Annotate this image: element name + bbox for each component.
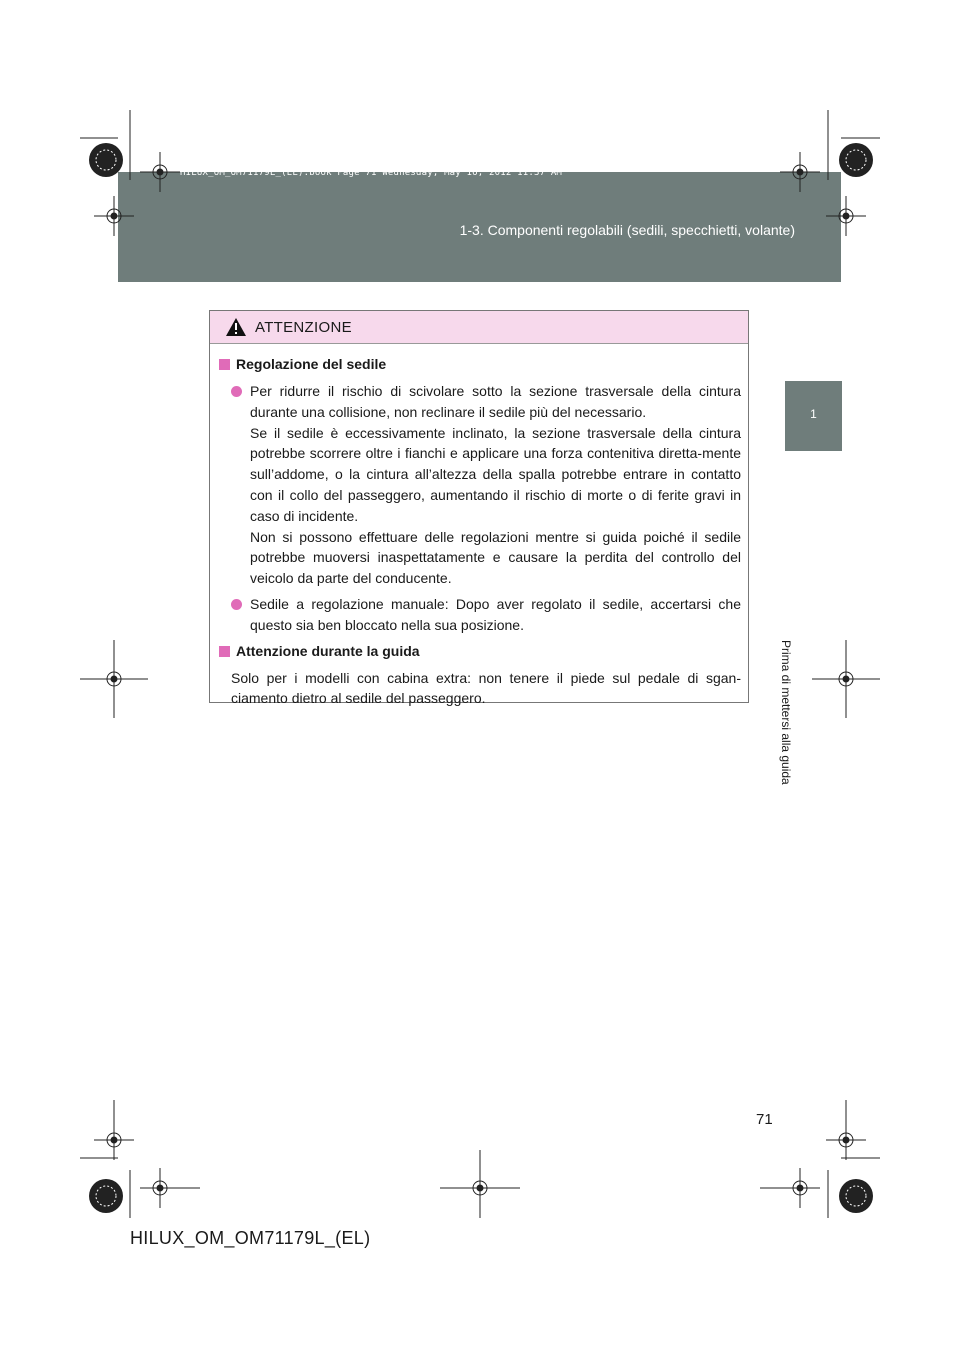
chapter-tab — [785, 381, 842, 451]
crosshair-icon — [440, 1150, 520, 1218]
crosshair-icon — [826, 1100, 866, 1160]
crosshair-icon — [80, 640, 148, 718]
starburst-icon — [839, 1179, 873, 1213]
round-bullet-icon — [231, 386, 242, 397]
round-bullet-icon — [231, 599, 242, 610]
section-heading-text: Attenzione durante la guida — [236, 642, 420, 659]
section-heading — [219, 354, 741, 375]
list-item — [231, 594, 741, 636]
section-heading-text: Regolazione del sedile — [236, 356, 387, 372]
document-code: HILUX_OM_OM71179L_(EL) — [130, 1228, 371, 1248]
crosshair-icon — [760, 1168, 820, 1208]
warning-triangle-icon — [225, 317, 247, 337]
square-bullet-icon — [219, 646, 230, 657]
warning-box — [209, 310, 749, 707]
starburst-icon — [89, 1179, 123, 1213]
section-heading — [219, 641, 741, 662]
starburst-icon — [839, 143, 873, 177]
chapter-label: Prima di mettersi alla guida — [779, 640, 793, 785]
crosshair-icon — [812, 640, 880, 718]
warning-body — [210, 344, 748, 709]
page-number: 71 — [756, 1111, 773, 1128]
bullet-text: Sedile a regolazione manuale: Dopo aver regolato il sedile, accertarsi che questo sia ben bloccato nella sua posizione. — [250, 595, 741, 633]
warning-title: ATTENZIONE — [255, 318, 352, 336]
list-item — [231, 381, 741, 589]
print-stamp: HILUX_OM_OM71179L_(EL).book Page 71 Wednesday, May 16, 2012 11:37 AM — [180, 168, 563, 178]
square-bullet-icon — [219, 359, 230, 370]
chapter-number: 1 — [810, 407, 817, 421]
crosshair-icon — [140, 1168, 200, 1208]
section-title: 1-3. Componenti regolabili (sedili, specchietti, volante) — [459, 222, 795, 238]
crosshair-icon — [94, 1100, 134, 1160]
section-text: Solo per i modelli con cabina extra: non tenere il piede sul pedale di sgan-ciamento dietro al sedile del passeggero. — [231, 669, 741, 707]
bullet-text: Per ridurre il rischio di scivolare sotto la sezione trasversale della cintura durante una collisione, non reclinare il sedile più del necessario. Se il sedile è eccessivamente inclinato, la sezione trasversale della cintura potrebbe scorrere oltre i fianchi e applicare una forza contenitiva diretta-mente sull’addome, o la cintura all’altezza della spalla potrebbe entrare in contatto con il collo del passeggero, aumentando il rischio di morte o di ferite gravi in caso di incidente. Non si possono effettuare delle regolazioni mentre si guida poiché il sedile potrebbe muoversi inaspettatamente e causare la perdita del controllo del veicolo da parte del conducente. — [250, 383, 741, 587]
warning-header — [210, 311, 748, 344]
